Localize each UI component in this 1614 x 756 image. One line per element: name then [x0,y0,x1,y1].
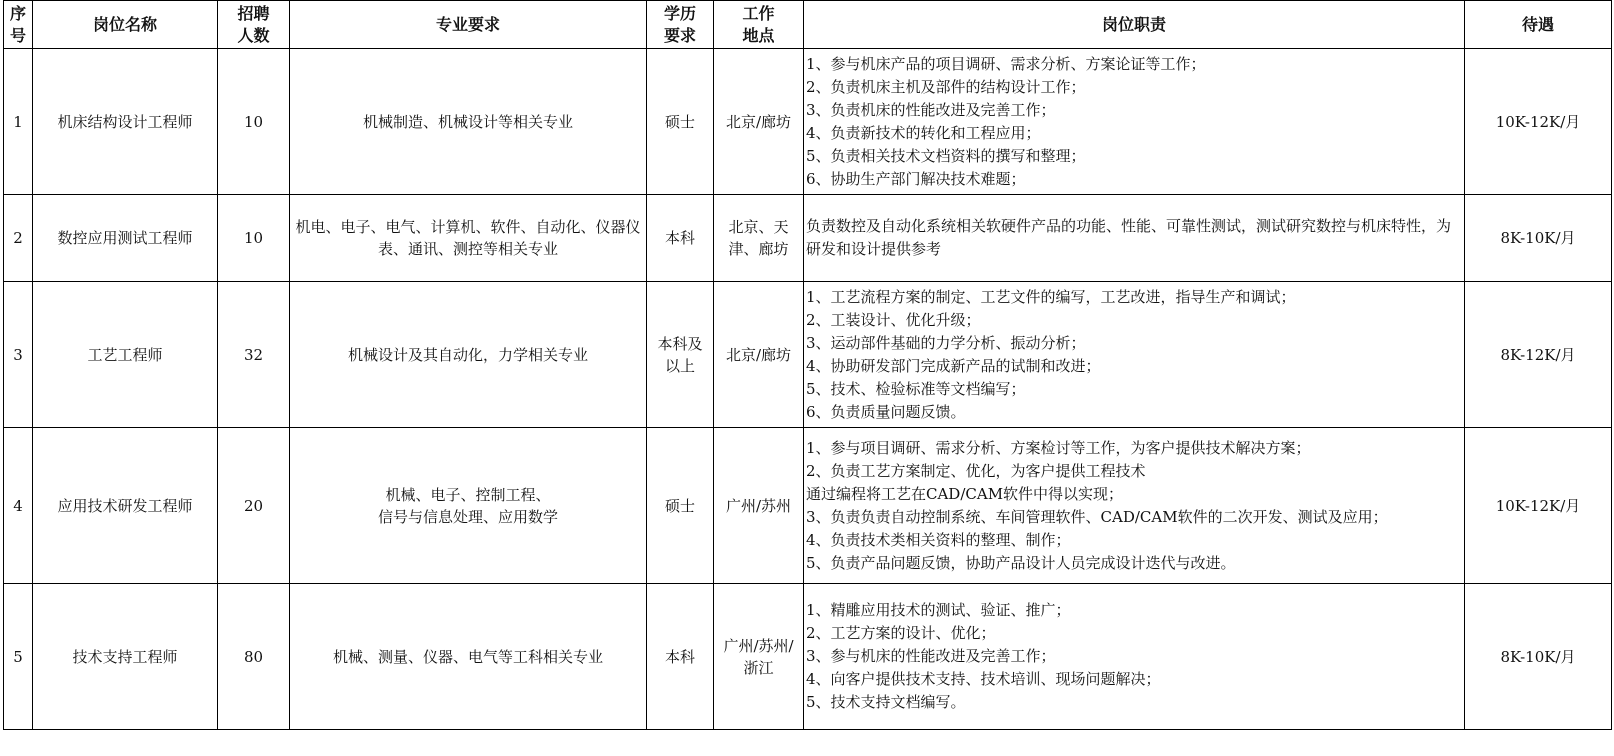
cell-duties [804,584,1465,730]
cell-no: 5 [4,584,33,730]
cell-location: 北京/廊坊 [714,282,804,428]
cell-edu: 本科及以上 [647,282,714,428]
header-no: 序 号 [4,1,33,49]
duty-line: 2、负责机床主机及部件的结构设计工作； [806,77,1086,96]
job-table [3,0,1612,730]
cell-count: 20 [218,428,290,584]
duty-line: 6、协助生产部门解决技术难题； [806,169,1026,188]
cell-edu: 本科 [647,195,714,282]
header-location: 工作 地点 [714,1,804,49]
cell-major: 机械设计及其自动化，力学相关专业 [290,282,647,428]
cell-count: 32 [218,282,290,428]
header-duties: 岗位职责 [804,1,1465,49]
cell-no: 2 [4,195,33,282]
duty-line: 4、负责新技术的转化和工程应用； [806,123,1041,142]
duty-line: 2、负责工艺方案制定、优化，为客户提供工程技术 [806,461,1146,480]
duty-line: 2、工装设计、优化升级； [806,310,981,329]
duty-line: 通过编程将工艺在CAD/CAM软件中得以实现； [806,484,1124,503]
cell-location: 北京/廊坊 [714,49,804,195]
table-row [4,49,1612,195]
duty-line: 6、负责质量问题反馈。 [806,402,966,421]
duty-line: 1、参与项目调研、需求分析、方案检讨等工作，为客户提供技术解决方案； [806,438,1311,457]
cell-edu: 硕士 [647,428,714,584]
cell-count: 10 [218,49,290,195]
duty-line: 4、协助研发部门完成新产品的试制和改进； [806,356,1101,375]
duty-line: 1、工艺流程方案的制定、工艺文件的编写，工艺改进，指导生产和调试； [806,287,1296,306]
duty-line: 4、负责技术类相关资料的整理、制作； [806,530,1071,549]
table-row [4,584,1612,730]
cell-major: 机械、电子、控制工程、 信号与信息处理、应用数学 [290,428,647,584]
cell-title: 技术支持工程师 [33,584,218,730]
duty-line: 负责数控及自动化系统相关软硬件产品的功能、性能、可靠性测试，测试研究数控与机床特性，为研发和设计提供参考 [806,217,1452,258]
duty-line: 1、参与机床产品的项目调研、需求分析、方案论证等工作； [806,54,1206,73]
duty-line: 5、负责相关技术文档资料的撰写和整理； [806,146,1086,165]
cell-salary: 8K-12K/月 [1465,282,1612,428]
duty-line: 4、向客户提供技术支持、技术培训、现场问题解决； [806,670,1161,688]
cell-duties [804,49,1465,195]
table-row [4,195,1612,282]
cell-duties [804,282,1465,428]
cell-title: 机床结构设计工程师 [33,49,218,195]
duty-line: 5、技术、检验标准等文档编写； [806,379,1026,398]
duty-line: 3、负责机床的性能改进及完善工作； [806,100,1056,119]
cell-title: 应用技术研发工程师 [33,428,218,584]
duty-line: 3、运动部件基础的力学分析、振动分析； [806,333,1086,352]
cell-location: 广州/苏州/浙江 [714,584,804,730]
cell-location: 广州/苏州 [714,428,804,584]
duty-line: 2、工艺方案的设计、优化； [806,624,996,642]
cell-no: 1 [4,49,33,195]
cell-count: 10 [218,195,290,282]
cell-salary: 10K-12K/月 [1465,428,1612,584]
cell-title: 工艺工程师 [33,282,218,428]
cell-duties [804,195,1465,282]
cell-salary: 10K-12K/月 [1465,49,1612,195]
duty-line: 3、参与机床的性能改进及完善工作； [806,647,1056,665]
table-row [4,428,1612,584]
cell-count: 80 [218,584,290,730]
cell-no: 3 [4,282,33,428]
cell-edu: 硕士 [647,49,714,195]
header-count: 招聘 人数 [218,1,290,49]
cell-major: 机械制造、机械设计等相关专业 [290,49,647,195]
header-salary: 待遇 [1465,1,1612,49]
cell-title: 数控应用测试工程师 [33,195,218,282]
duty-line: 3、负责负责自动控制系统、车间管理软件、CAD/CAM软件的二次开发、测试及应用； [806,507,1388,526]
cell-no: 4 [4,428,33,584]
duty-line: 5、负责产品问题反馈，协助产品设计人员完成设计迭代与改进。 [806,553,1236,572]
cell-salary: 8K-10K/月 [1465,195,1612,282]
cell-major: 机电、电子、电气、计算机、软件、自动化、仪器仪表、通讯、测控等相关专业 [290,195,647,282]
header-title: 岗位名称 [33,1,218,49]
duty-line: 1、精雕应用技术的测试、验证、推广； [806,601,1071,619]
cell-salary: 8K-10K/月 [1465,584,1612,730]
header-major: 专业要求 [290,1,647,49]
cell-duties [804,428,1465,584]
cell-edu: 本科 [647,584,714,730]
table-row [4,282,1612,428]
cell-location: 北京、天津、廊坊 [714,195,804,282]
duty-line: 5、技术支持文档编写。 [806,693,966,711]
cell-major: 机械、测量、仪器、电气等工科相关专业 [290,584,647,730]
header-row [4,1,1612,49]
header-edu: 学历 要求 [647,1,714,49]
